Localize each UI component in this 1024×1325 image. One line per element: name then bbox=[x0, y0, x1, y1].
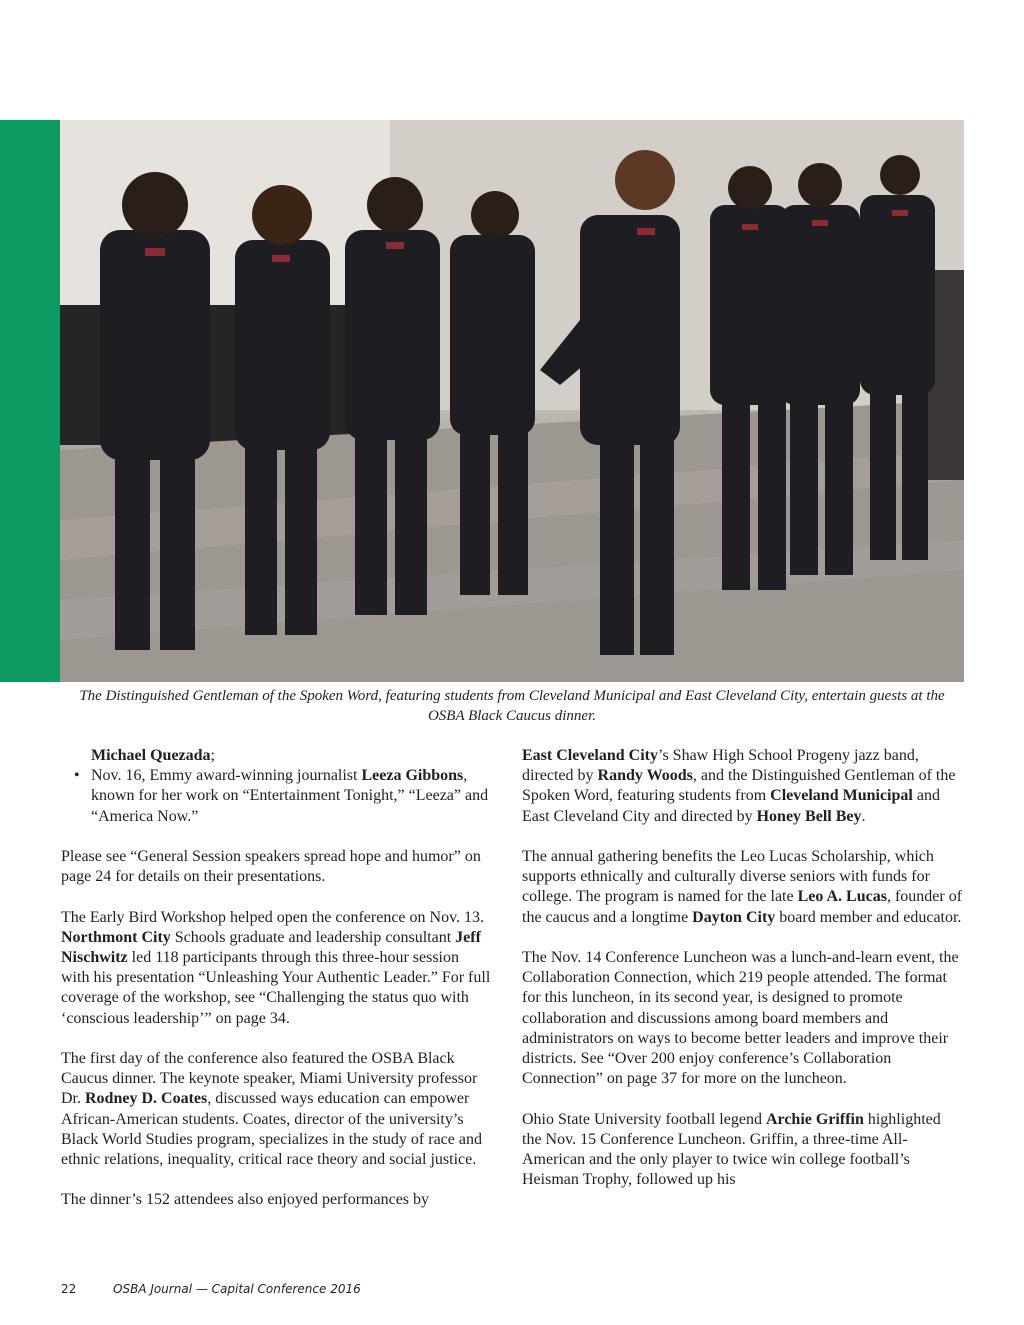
speaker-name: Leeza Gibbons bbox=[361, 767, 464, 785]
accent-bar bbox=[0, 120, 60, 682]
photo-caption: The Distinguished Gentleman of the Spoken Word, featuring students from Cleveland Municipal and East Cleveland City, entertain guests at the OSBA Black Caucus dinner. bbox=[79, 688, 945, 724]
speaker-name: Michael Quezada bbox=[91, 747, 211, 764]
speaker-bullet bbox=[61, 766, 491, 827]
paragraph: The Nov. 14 Conference Luncheon was a lunch-and-learn event, the Collaboration Connection, which 219 people attended. The format for this luncheon, in its second year, is designed to promote collaboration and discussions among board members and administrators on ways to become better leaders and improve their districts. See “Over 200 enjoy conference’s Collaboration Connection” on page 37 for more on the luncheon. bbox=[522, 949, 959, 1088]
paragraph bbox=[522, 746, 964, 827]
paragraph bbox=[522, 1110, 964, 1191]
paragraph bbox=[522, 847, 964, 928]
text-run: ; bbox=[210, 747, 215, 764]
bold-run: Leo A. Lucas bbox=[797, 888, 887, 906]
paragraph bbox=[61, 1049, 491, 1170]
bullet-dot: • bbox=[74, 767, 80, 785]
bold-run: East Cleveland City bbox=[522, 747, 658, 764]
publication-title: OSBA Journal — Capital Conference 2016 bbox=[113, 1282, 361, 1296]
bold-run: Northmont City bbox=[61, 928, 171, 946]
bold-run: Dayton City bbox=[692, 908, 776, 926]
text-run: The Early Bird Workshop helped open the conference on Nov. 13. bbox=[61, 908, 485, 926]
text-run: ’s Shaw High School Progeny jazz band, directed by bbox=[522, 747, 919, 785]
paragraph bbox=[61, 908, 491, 1029]
text-run: . bbox=[861, 807, 866, 825]
text-run: , known for her work on “Entertainment Tonight,” “Leeza” and “America Now.” bbox=[91, 767, 489, 825]
bold-run: Jeff Nischwitz bbox=[61, 928, 481, 966]
bold-run: Archie Griffin bbox=[765, 1110, 864, 1128]
bold-run: Honey Bell Bey bbox=[756, 807, 862, 825]
bold-run: Randy Woods bbox=[597, 767, 693, 785]
bold-run: Cleveland Municipal bbox=[770, 787, 913, 805]
performance-photo bbox=[60, 120, 964, 682]
text-run: , founder of the caucus and a longtime bbox=[522, 888, 963, 926]
text-run: Ohio State University football legend bbox=[522, 1110, 766, 1128]
text-run: , and the Distinguished Gentleman of the Spoken Word, featuring students from bbox=[522, 767, 956, 805]
text-run: led 118 participants through this three-hour session with his presentation “Unleashing Your Authentic Leader.” For full coverage of the workshop, see “Challenging the status quo with ‘conscious leadership’” on page 34. bbox=[61, 949, 491, 1027]
paragraph: The dinner’s 152 attendees also enjoyed performances by bbox=[61, 1191, 430, 1209]
left-column bbox=[61, 746, 491, 1231]
text-run: Schools graduate and leadership consultant bbox=[170, 928, 456, 946]
text-run: and East Cleveland City and directed by bbox=[522, 787, 940, 825]
text-run: The annual gathering benefits the Leo Lucas Scholarship, which supports ethnically and culturally diverse seniors with funds for college. The program is named for the late bbox=[522, 848, 934, 906]
page-footer bbox=[61, 1282, 361, 1296]
text-run: , discussed ways education can empower African-American students. Coates, director of the university’s Black World Studies program, specializes in the study of race and ethnic relations, inequality, critical race theory and social justice. bbox=[61, 1090, 482, 1169]
speaker-continuation bbox=[61, 746, 491, 766]
text-run: The first day of the conference also featured the OSBA Black Caucus dinner. The keynote speaker, Miami University professor Dr. bbox=[61, 1050, 478, 1108]
group-photo-icon bbox=[60, 120, 964, 682]
text-run: highlighted the Nov. 15 Conference Luncheon. Griffin, a three-time All-American and the only player to twice win college football’s Heisman Trophy, followed up his bbox=[522, 1110, 941, 1189]
text-run: board member and educator. bbox=[775, 908, 962, 926]
page-number: 22 bbox=[61, 1282, 77, 1296]
right-column bbox=[522, 746, 964, 1211]
paragraph: Please see “General Session speakers spread hope and humor” on page 24 for details on their presentations. bbox=[61, 848, 481, 886]
bold-run: Rodney D. Coates bbox=[85, 1090, 208, 1108]
text-run: Nov. 16, Emmy award-winning journalist bbox=[91, 767, 362, 785]
